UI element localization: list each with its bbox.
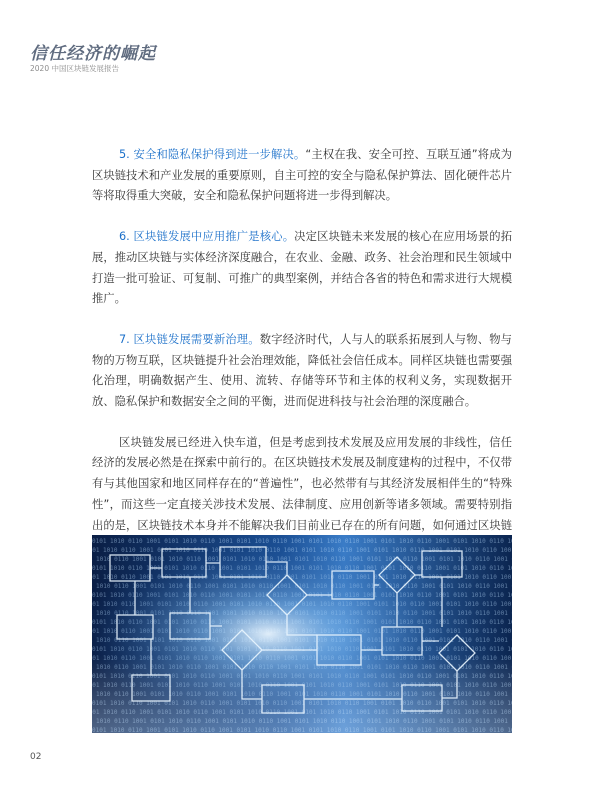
paragraph-text: 决定区块链未来发展的核心在应用场景的拓展，推动区块链与实体经济深度融合，在农业、金融、政务、社会治理和民生领域中打造一批可验证、可复制、可推广的典型案例，并结合各省的特色和需求进行大规模推广。 xyxy=(92,230,512,306)
page-number: 02 xyxy=(30,752,42,762)
flowchart-illustration xyxy=(92,535,512,733)
paragraph-application xyxy=(92,227,512,310)
paragraph-governance xyxy=(92,330,512,413)
paragraph-text: “主权在我、安全可控、互联互通”将成为区块链技术和产业发展的重要原则，自主可控的安全与隐私保护算法、固化硬件芯片等将取得重大突破，安全和隐私保护问题将进一步得到解决。 xyxy=(92,148,512,203)
report-subtitle: 2020 中国区块链发展报告 xyxy=(30,64,119,73)
report-title: 信任经济的崛起 xyxy=(30,44,156,64)
blockchain-flowchart-image xyxy=(92,535,512,733)
report-header xyxy=(30,45,156,74)
paragraph-lead: 6. 区块链发展中应用推广是核心。 xyxy=(119,230,295,244)
paragraph-security xyxy=(92,145,512,207)
paragraph-text: 区块链发展已经进入快车道，但是考虑到技术发展及应用发展的非线性，信任经济的发展必然是在探索中前行的。在区块链技术发展及制度建构的过程中，不仅带有与其他国家和地区同样存在的“普遍性”，也必然带有与其经济发展相伴生的“特殊性”，而这些一定直接关涉技术发展、法律制度、应用创新等诸多领域。需要特别指出的是，区块链技术本身并不能解决我们目前业已存在的所有问题，如何通过区块链 xyxy=(92,435,512,532)
paragraph-text: 数字经济时代，人与人的联系拓展到人与物、物与物的万物互联，区块链提升社会治理效能，降低社会信任成本。同样区块链也需要强化治理，明确数据产生、使用、流转、存储等环节和主体的权利义务，实现数据开放、隐私保护和数据安全之间的平衡，进而促进科技与社会治理的深度融合。 xyxy=(92,332,512,409)
paragraph-lead: 7. 区块链发展需要新治理。 xyxy=(119,332,260,346)
paragraph-lead: 5. 安全和隐私保护得到进一步解决。 xyxy=(119,148,306,161)
article-body xyxy=(92,145,512,598)
